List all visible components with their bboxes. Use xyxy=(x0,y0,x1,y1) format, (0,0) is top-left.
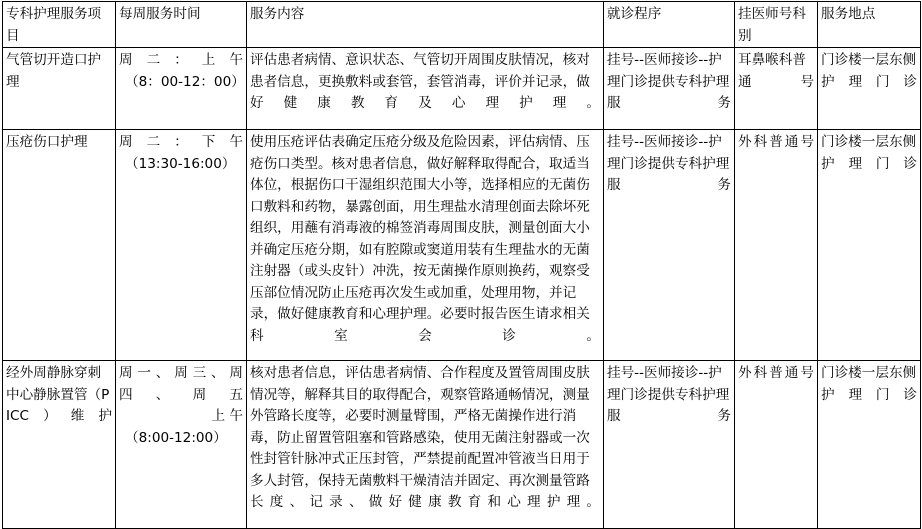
cell-department: 外科普通号 xyxy=(735,130,818,361)
cell-time xyxy=(116,48,247,130)
service-schedule-table xyxy=(2,1,921,529)
table-header-row xyxy=(3,2,921,48)
header-service-time: 每周服务时间 xyxy=(116,2,247,48)
time-days-a: 周一、周三、周 xyxy=(119,365,243,381)
time-range: （13:30-16:00） xyxy=(125,155,236,172)
cell-content: 使用压疮评估表确定压疮分级及危险因素，评估病情、压疮伤口类型。核对患者信息，做好解释取得配合，取适当体位，根据伤口干湿组织范围大小等，选择相应的无菌伤口敷料和药物，暴露创面，用生理盐水清理创面去除坏死组织，用蘸有消毒液的棉签消毒周围皮肤，测量创面大小并确定压疮分期，如有腔隙或窦道用装有生理盐水的无菌注射器（或头皮针）冲洗，按无菌操作原则换药，观察受压部位情况防止压疮再次发生或加重，处理用物，并记录，做好健康教育和心理护理。必要时报告医生请求相关科室会诊。 xyxy=(247,130,604,361)
time-range: （8：00-12：00） xyxy=(125,73,245,90)
cell-location: 门诊楼一层东侧护理门诊 xyxy=(818,361,921,529)
header-department: 挂医师号科别 xyxy=(735,2,818,48)
cell-location: 门诊楼一层东侧护理门诊 xyxy=(818,130,921,361)
table-row-tracheostomy xyxy=(3,48,921,130)
cell-procedure: 挂号--医师接诊--护理门诊提供专科护理服务 xyxy=(604,130,735,361)
cell-department: 耳鼻喉科普通号 xyxy=(735,48,818,130)
cell-procedure: 挂号--医师接诊--护理门诊提供专科护理服务 xyxy=(604,48,735,130)
cell-item: 气管切开造口护理 xyxy=(3,48,116,130)
cell-item: 经外周静脉穿刺中心静脉置管（PICC）维护 xyxy=(3,361,116,529)
cell-procedure: 挂号--医师接诊--护理门诊提供专科护理服务 xyxy=(604,361,735,529)
header-location: 服务地点 xyxy=(818,2,921,48)
cell-department: 外科普通号 xyxy=(735,361,818,529)
cell-time xyxy=(116,361,247,529)
header-service-content: 服务内容 xyxy=(247,2,604,48)
cell-location: 门诊楼一层东侧护理门诊 xyxy=(818,48,921,130)
header-procedure: 就诊程序 xyxy=(604,2,735,48)
time-range: （8:00-12:00） xyxy=(125,429,227,446)
cell-time xyxy=(116,130,247,361)
time-days-b: 四 、 周 五 xyxy=(119,386,243,403)
time-day: 周 二 ： 上 午 xyxy=(119,52,243,68)
header-service-item: 专科护理服务项目 xyxy=(3,2,116,48)
table-row-pressure-ulcer xyxy=(3,130,921,361)
cell-item: 压疮伤口护理 xyxy=(3,130,116,361)
cell-content: 核对患者信息，评估患者病情、合作程度及置管周围皮肤情况等，解释其目的取得配合，观察管路通畅情况，测量外管路长度等，必要时测量臂围，严格无菌操作进行消毒，防止留置管阻塞和管路感染，使用无菌注射器或一次性封管针脉冲式正压封管，严禁提前配置冲管液当日用于多人封管，保持无菌敷料干燥清洁并固定、再次测量管路长度、记录、做好健康教育和心理护理。 xyxy=(247,361,604,529)
cell-content: 评估患者病情、意识状态、气管切开周围皮肤情况，核对患者信息，更换敷料或套管，套管消毒，评价并记录，做好健康教育及心理护理。 xyxy=(247,48,604,130)
table-row-picc xyxy=(3,361,921,529)
time-day: 周 二 ： 下 午 xyxy=(119,134,243,150)
time-period: 上 午 xyxy=(211,408,243,424)
